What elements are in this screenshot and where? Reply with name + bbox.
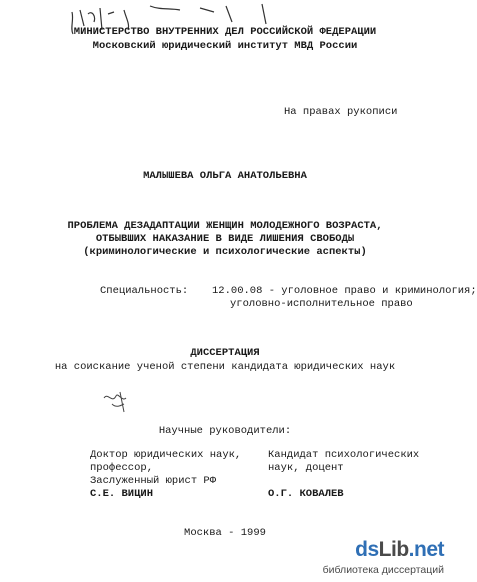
title-line-3: (криминологические и психологические аспекты) <box>83 246 367 258</box>
manuscript-note: На правах рукописи <box>284 106 398 118</box>
dissertation-subtitle: на соискание ученой степени кандидата юридических наук <box>54 361 396 373</box>
supervisors-heading: Научные руководители: <box>158 425 292 437</box>
dslib-logo: dsLib.net <box>355 538 444 561</box>
supervisor-left-line-2: профессор, <box>90 462 154 474</box>
supervisor-right-name: О.Г. КОВАЛЕВ <box>268 488 344 500</box>
supervisor-right-line-2: наук, доцент <box>268 462 344 474</box>
specialty-label: Специальность: <box>100 285 189 297</box>
dslib-tagline: библиотека диссертаций <box>322 564 444 576</box>
supervisor-right-line-1: Кандидат психологических <box>268 449 420 461</box>
title-line-1: ПРОБЛЕМА ДЕЗАДАПТАЦИИ ЖЕНЩИН МОЛОДЕЖНОГО ВОЗРАСТА, <box>67 220 383 232</box>
title-line-2: ОТБЫВШИХ НАКАЗАНИЕ В ВИДЕ ЛИШЕНИЯ СВОБОДЫ <box>95 233 355 245</box>
dslib-watermark <box>322 534 450 582</box>
handwritten-signature <box>104 392 126 412</box>
city-year: Москва - 1999 <box>184 527 266 539</box>
specialty-line-1: 12.00.08 - уголовное право и криминология; <box>212 285 477 297</box>
specialty-line-2: уголовно-исполнительное право <box>230 298 413 310</box>
dissertation-heading: ДИССЕРТАЦИЯ <box>190 347 260 359</box>
ministry-heading: МИНИСТЕРСТВО ВНУТРЕННИХ ДЕЛ РОССИЙСКОЙ ФЕДЕРАЦИИ <box>73 26 377 38</box>
supervisor-left-line-1: Доктор юридических наук, <box>90 449 242 461</box>
supervisor-left-line-3: Заслуженный юрист РФ <box>90 475 217 487</box>
author-name: МАЛЫШЕВА ОЛЬГА АНАТОЛЬЕВНА <box>143 170 307 182</box>
institute-heading: Московский юридический институт МВД России <box>92 40 358 52</box>
supervisor-left-name: С.Е. ВИЦИН <box>90 488 154 500</box>
